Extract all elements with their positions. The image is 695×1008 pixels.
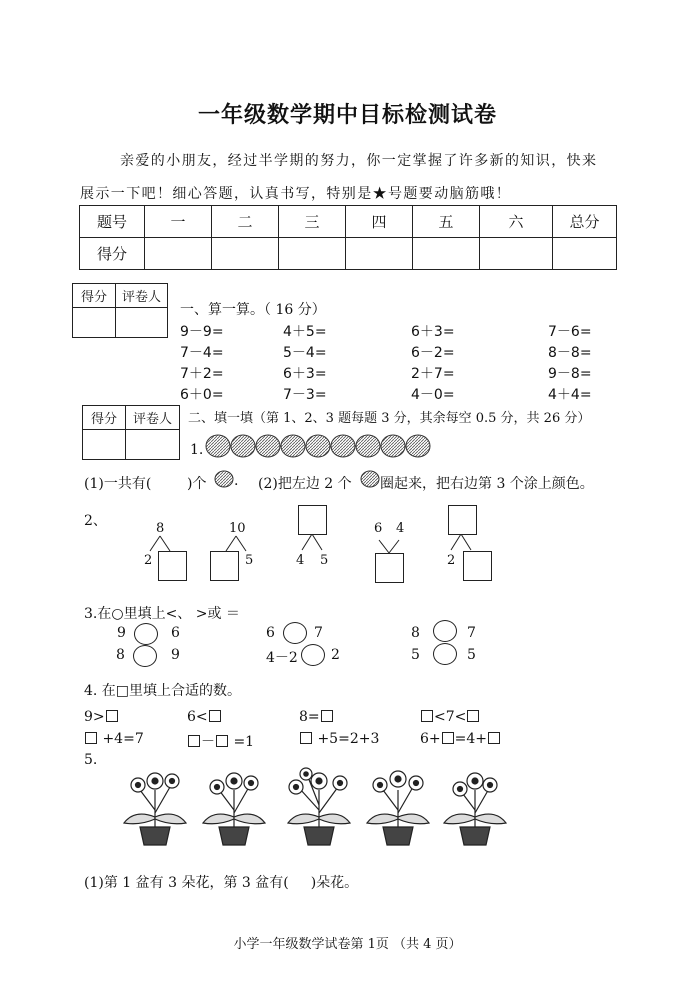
q4-text: <7< — [434, 709, 467, 725]
equation: 7－4= — [180, 345, 224, 361]
q4-text: +4=7 — [102, 731, 144, 747]
q3-value: 6 — [171, 625, 180, 641]
section1-title: 一、算一算。（ 16 分） — [180, 302, 326, 318]
q2-a-top: 8 — [156, 521, 165, 536]
header-cell: 题号 — [80, 206, 145, 238]
q3-value: 8 — [411, 625, 420, 641]
q2-e-left: 2 — [447, 553, 456, 568]
answer-square[interactable] — [442, 732, 454, 744]
equation: 6＋3= — [411, 324, 455, 340]
grader-name-label: 评卷人 — [126, 406, 180, 430]
q2-answer-box[interactable] — [448, 505, 477, 535]
answer-square[interactable] — [216, 735, 228, 747]
q5-text: )朵花。 — [310, 875, 359, 891]
intro-line-1: 亲爱的小朋友，经过半学期的努力，你一定掌握了许多新的知识，快来 — [120, 153, 598, 169]
q4-item — [420, 731, 501, 747]
equation: 6＋3= — [283, 366, 327, 382]
q1-count-text: (1)一共有( — [84, 476, 152, 492]
q3-value: 4－2 — [266, 650, 298, 666]
q3-value: 9 — [117, 625, 126, 641]
equation: 4＋5= — [283, 324, 327, 340]
header-cell: 一 — [145, 206, 212, 238]
compare-circle[interactable] — [301, 644, 325, 666]
equation: 7＋2= — [180, 366, 224, 382]
q5-question — [84, 872, 358, 892]
header-cell: 三 — [279, 206, 346, 238]
answer-square[interactable] — [421, 710, 433, 722]
q4-text: － — [201, 734, 215, 750]
answer-square[interactable] — [321, 710, 333, 722]
q4-item — [84, 709, 119, 725]
header-cell: 总分 — [553, 206, 617, 238]
q4-text: =1 — [233, 734, 255, 750]
q4-text: =4+ — [454, 731, 488, 747]
equation: 5－4= — [283, 345, 327, 361]
q4-text: 8= — [299, 709, 320, 725]
q2-b-right: 5 — [245, 553, 254, 568]
q3-label: 3.在○里填上<、 >或 ＝ — [84, 606, 240, 622]
q4-text: 6+ — [420, 731, 441, 747]
q4-item — [420, 709, 480, 725]
intro-line-2: 展示一下吧！细心答题，认真书写，特别是★号题要动脑筋哦！ — [80, 186, 512, 202]
q2-answer-box[interactable] — [375, 553, 404, 583]
q1-circle-text: (2)把左边 2 个 — [258, 476, 352, 492]
q4-item — [187, 731, 254, 751]
q5-label: 5. — [84, 752, 98, 768]
q1-count-suffix: )个 — [187, 476, 207, 492]
q2-answer-box[interactable] — [210, 551, 239, 581]
page-title: 一年级数学期中目标检测试卷 — [197, 103, 497, 128]
answer-square[interactable] — [85, 732, 97, 744]
q3-value: 8 — [116, 647, 125, 663]
q3-value: 7 — [467, 625, 476, 641]
flower-pot-icon — [120, 765, 190, 847]
q4-text: 6< — [187, 709, 208, 725]
q2-label: 2、 — [84, 513, 107, 529]
q3-value: 6 — [266, 625, 275, 641]
header-cell: 六 — [480, 206, 553, 238]
equation: 8－8= — [548, 345, 592, 361]
compare-circle[interactable] — [433, 620, 457, 642]
q5-text: (1)第 1 盆有 3 朵花，第 3 盆有( — [84, 875, 289, 891]
grader-name-label: 评卷人 — [116, 284, 168, 308]
answer-square[interactable] — [209, 710, 221, 722]
flower-pot-icon — [199, 765, 269, 847]
q3-value: 7 — [314, 625, 323, 641]
compare-circle[interactable] — [134, 623, 158, 645]
grader-score-label: 得分 — [73, 284, 116, 308]
q2-answer-box[interactable] — [463, 551, 492, 581]
header-cell: 二 — [212, 206, 279, 238]
grader-score-label: 得分 — [83, 406, 126, 430]
equation: 7－3= — [283, 387, 327, 403]
q3-value: 2 — [331, 647, 340, 663]
answer-square[interactable] — [188, 735, 200, 747]
q1-label: 1. — [190, 442, 204, 458]
q4-label: 4. 在□里填上合适的数。 — [84, 683, 242, 699]
answer-square[interactable] — [467, 710, 479, 722]
compare-circle[interactable] — [283, 622, 307, 644]
flower-pot-icon — [440, 765, 510, 847]
score-row-label: 得分 — [80, 238, 145, 270]
q4-item — [187, 709, 222, 725]
q4-text: +5=2+3 — [317, 731, 380, 747]
q1-period: . — [234, 473, 239, 489]
page-footer: 小学一年级数学试卷第 1页 （共 4 页） — [233, 937, 462, 952]
equation: 7－6= — [548, 324, 592, 340]
q2-answer-box[interactable] — [298, 505, 327, 535]
answer-square[interactable] — [488, 732, 500, 744]
q4-item — [84, 731, 144, 747]
q2-a-left: 2 — [144, 553, 153, 568]
q3-value: 9 — [171, 647, 180, 663]
compare-circle[interactable] — [433, 643, 457, 665]
equation: 4＋4= — [548, 387, 592, 403]
q2-answer-box[interactable] — [158, 551, 187, 581]
section2-title: 二、填一填（第 1、2、3 题每题 3 分，其余每空 0.5 分，共 26 分） — [188, 411, 591, 426]
q2-d-right: 4 — [396, 521, 405, 536]
equation: 6－2= — [411, 345, 455, 361]
equation: 6＋0= — [180, 387, 224, 403]
answer-square[interactable] — [300, 732, 312, 744]
equation: 4－0= — [411, 387, 455, 403]
answer-square[interactable] — [106, 710, 118, 722]
q1-color-text: 圈起来，把右边第 3 个涂上颜色。 — [380, 476, 594, 492]
equation: 9－8= — [548, 366, 592, 382]
q4-item — [299, 709, 334, 725]
flower-pot-icon — [363, 765, 433, 847]
q3-value: 5 — [467, 647, 476, 663]
flower-pot-icon — [282, 765, 356, 847]
equation: 2＋7= — [411, 366, 455, 382]
compare-circle[interactable] — [133, 645, 157, 667]
q4-text: 9> — [84, 709, 105, 725]
equation: 9－9= — [180, 324, 224, 340]
header-cell: 四 — [346, 206, 413, 238]
q2-c-left: 4 — [296, 553, 305, 568]
header-cell: 五 — [413, 206, 480, 238]
q4-item — [299, 731, 379, 747]
q2-b-top: 10 — [229, 521, 246, 536]
q3-value: 5 — [411, 647, 420, 663]
q2-c-right: 5 — [320, 553, 329, 568]
q2-d-left: 6 — [374, 521, 383, 536]
